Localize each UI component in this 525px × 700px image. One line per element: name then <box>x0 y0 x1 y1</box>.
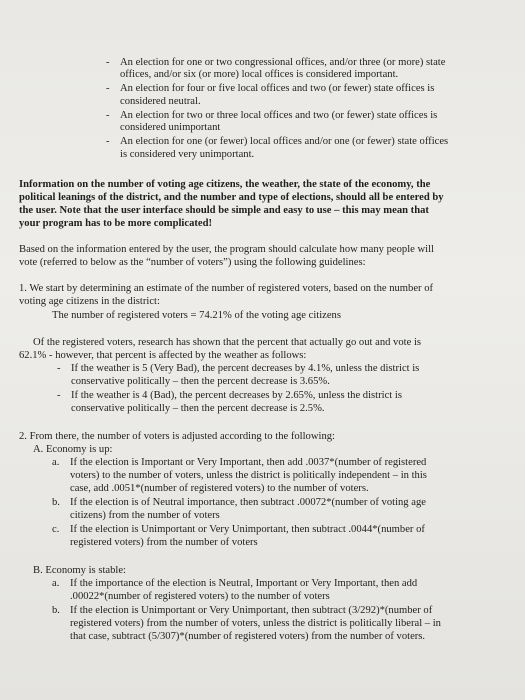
step1-line-2: voting age citizens in the district: <box>19 296 160 307</box>
section-b-item-b-line-2: registered voters) from the number of voters, unless the district is politically liberal – in <box>70 618 441 629</box>
based-line-2: vote (referred to below as the “number of voters”) using the following guidelines: <box>19 257 366 268</box>
info-line-3: the user. Note that the user interface should be simple and easy to use – this may mean that <box>19 205 429 216</box>
section-a-item-a-line-3: case, add .0051*(number of registered voters) to the number of voters. <box>70 483 369 494</box>
bullet-1-line-1: An election for one or two congressional offices, and/or three (or more) state <box>120 57 446 68</box>
section-b-item-b-mark: b. <box>52 605 60 616</box>
section-a-item-b-mark: b. <box>52 497 60 508</box>
section-a-item-c-line-2: registered voters) from the number of voters <box>70 537 258 548</box>
section-a-title: A. Economy is up: <box>33 444 113 455</box>
section-b-item-a-line-2: .00022*(number of registered voters) to the number of voters <box>70 591 330 602</box>
section-a-item-c-mark: c. <box>52 524 60 535</box>
bullet-3-line-1: An election for two or three local offices and two (or fewer) state offices is <box>120 110 438 121</box>
based-line-1: Based on the information entered by the user, the program should calculate how many people will <box>19 244 434 255</box>
weather-2-line-2: conservative politically – then the percent decrease is 2.5%. <box>71 403 325 414</box>
section-b-item-a-line-1: If the importance of the election is Neutral, Important or Very Important, then add <box>70 578 418 589</box>
bullet-dash: - <box>106 136 110 147</box>
bullet-4-line-1: An election for one (or fewer) local offices and/or one (or fewer) state offices <box>120 136 449 147</box>
registered-line-1: Of the registered voters, research has shown that the percent that actually go out and vote is <box>33 337 422 348</box>
step1-formula: The number of registered voters = 74.21% of the voting age citizens <box>52 310 341 321</box>
section-b-item-b-line-3: that case, subtract (5/307)*(number of registered voters) from the number of voters. <box>70 631 426 642</box>
weather-2-line-1: If the weather is 4 (Bad), the percent decreases by 2.65%, unless the district is <box>71 390 402 401</box>
section-b-item-b-line-1: If the election is Unimportant or Very Unimportant, then subtract (3/292)*(number of <box>70 605 433 616</box>
bullet-2-line-1: An election for four or five local offices and two (or fewer) state offices is <box>120 83 435 94</box>
step2-heading: 2. From there, the number of voters is adjusted according to the following: <box>19 431 335 442</box>
section-a-item-b-line-1: If the election is of Neutral importance, then subtract .00072*(number of voting age <box>70 497 426 508</box>
info-line-2: political leanings of the district, and the number and type of elections, should all be entered by <box>19 192 444 203</box>
section-a-item-a-line-1: If the election is Important or Very Important, then add .0037*(number of registered <box>70 457 427 468</box>
bullet-1-line-2: offices, and/or six (or more) local offices is considered important. <box>120 69 399 80</box>
step1-line-1: 1. We start by determining an estimate of the number of registered voters, based on the number of <box>19 283 434 294</box>
section-a-item-a-line-2: voters) to the number of voters, unless the district is politically independent – in this <box>70 470 427 481</box>
bullet-3-line-2: considered unimportant <box>120 122 221 133</box>
registered-line-2: 62.1% - however, that percent is affected by the weather as follows: <box>19 350 307 361</box>
section-a-item-a-mark: a. <box>52 457 60 468</box>
section-a-item-c-line-1: If the election is Unimportant or Very Unimportant, then subtract .0044*(number of <box>70 524 425 535</box>
weather-1-line-1: If the weather is 5 (Very Bad), the percent decreases by 4.1%, unless the district is <box>71 363 420 374</box>
bullet-dash: - <box>106 83 110 94</box>
bullet-dash: - <box>106 57 110 68</box>
section-b-title: B. Economy is stable: <box>33 565 126 576</box>
info-line-1: Information on the number of voting age citizens, the weather, the state of the economy, the <box>19 179 431 190</box>
info-line-4: your program has to be more complicated! <box>19 218 213 229</box>
weather-1-line-2: conservative politically – then the percent decrease is 3.65%. <box>71 376 330 387</box>
weather-dash: - <box>57 390 61 401</box>
bullet-dash: - <box>106 110 110 121</box>
weather-dash: - <box>57 363 61 374</box>
bullet-2-line-2: considered neutral. <box>120 96 201 107</box>
section-b-item-a-mark: a. <box>52 578 60 589</box>
section-a-item-b-line-2: citizens) from the number of voters <box>70 510 220 521</box>
bullet-4-line-2: is considered very unimportant. <box>120 149 255 160</box>
